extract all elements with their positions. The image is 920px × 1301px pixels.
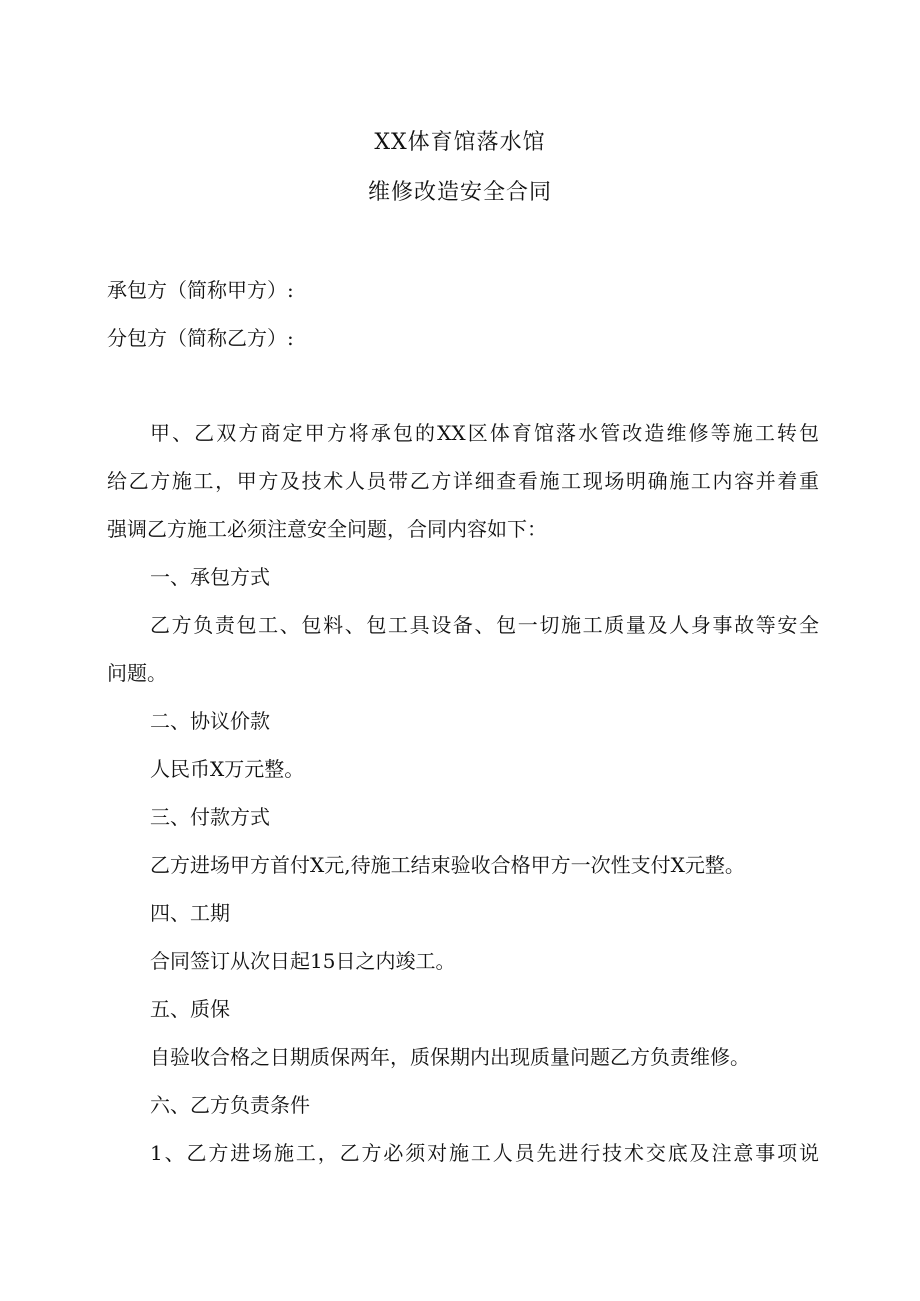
party-b-label: 分包方（简称乙方）: <box>107 326 294 350</box>
section-4-heading: 四、工期 <box>150 901 230 925</box>
section-5-body: 自验收合格之日期质保两年，质保期内出现质量问题乙方负责维修。 <box>150 1045 750 1069</box>
section-5-heading: 五、质保 <box>150 997 230 1021</box>
document-title-line2: 维修改造安全合同 <box>367 180 552 205</box>
intro-line-3: 强调乙方施工必须注意安全问题，合同内容如下： <box>107 517 547 541</box>
section-6-item-1: 1、乙方进场施工，乙方必须对施工人员先进行技术交底及注意事项说 <box>150 1141 819 1165</box>
section-1-heading: 一、承包方式 <box>150 565 270 589</box>
section-2-heading: 二、协议价款 <box>150 709 270 733</box>
section-1-line-2: 问题。 <box>107 661 167 685</box>
section-4-body: 合同签订从次日起15日之内竣工。 <box>150 949 456 973</box>
intro-line-2: 给乙方施工，甲方及技术人员带乙方详细查看施工现场明确施工内容并着重 <box>107 469 819 493</box>
section-3-body: 乙方进场甲方首付X元,待施工结束验收合格甲方一次性支付X元整。 <box>150 853 745 877</box>
intro-line-1: 甲、乙双方商定甲方将承包的XX区体育馆落水管改造维修等施工转包 <box>150 421 819 445</box>
section-6-heading: 六、乙方负责条件 <box>150 1093 310 1117</box>
section-3-heading: 三、付款方式 <box>150 805 270 829</box>
party-a-label: 承包方（简称甲方）: <box>107 278 294 302</box>
section-1-line-1: 乙方负责包工、包料、包工具设备、包一切施工质量及人身事故等安全 <box>150 613 819 637</box>
document-title-line1: XX体育馆落水馆 <box>374 130 546 155</box>
section-2-body: 人民币X万元整。 <box>150 757 305 781</box>
